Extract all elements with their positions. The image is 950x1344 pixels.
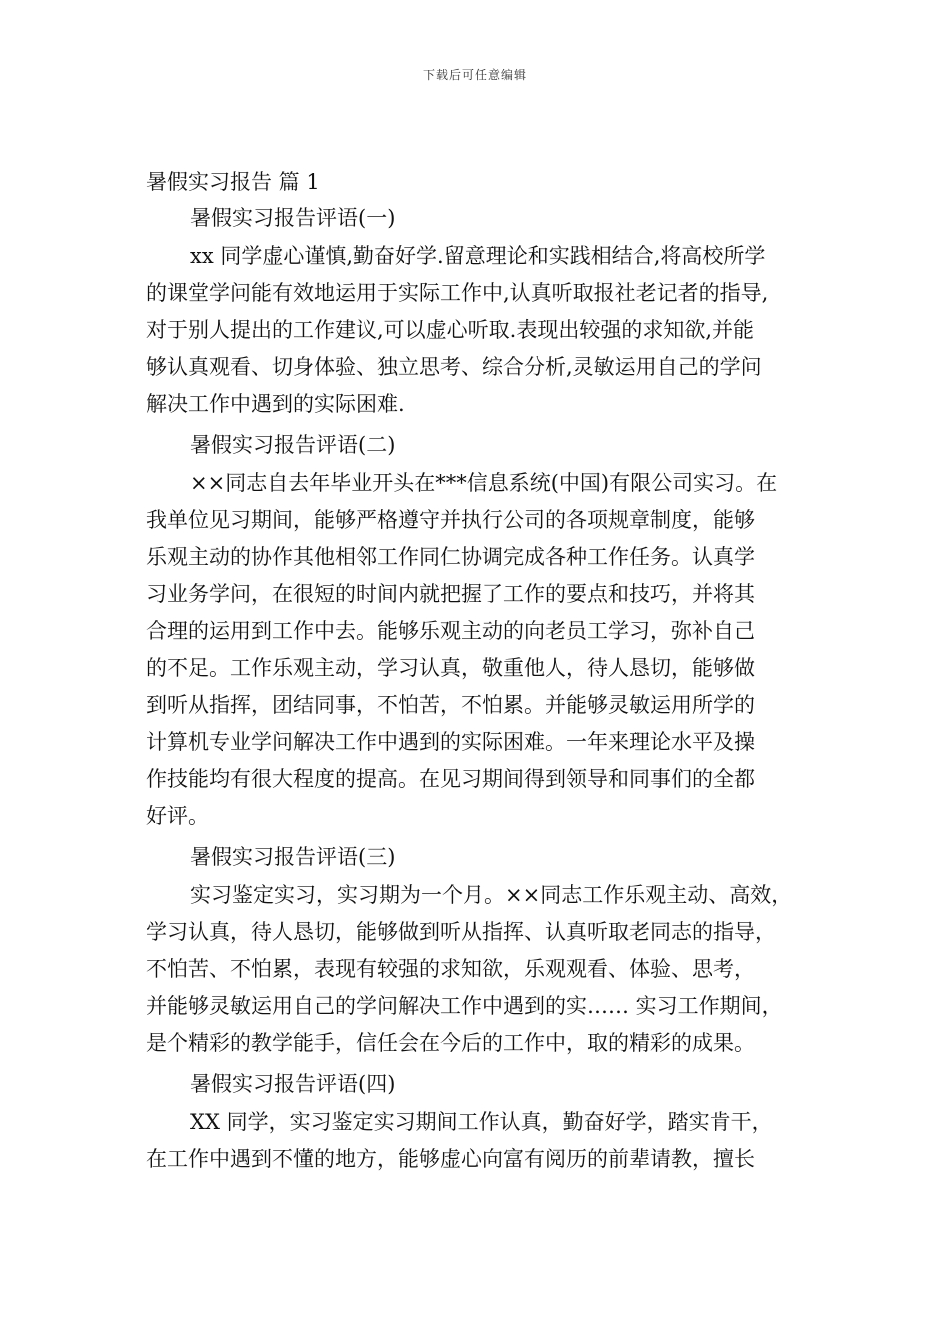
document-title: 暑假实习报告 篇 1 [146,170,320,194]
paragraph-line: 并能够灵敏运用自己的学问解决工作中遇到的实…… 实习工作期间， [146,994,783,1018]
section-heading: 暑假实习报告评语(二) [190,433,396,457]
paragraph-line: 解决工作中遇到的实际困难. [146,392,405,416]
paragraph-line: 够认真观看、切身体验、独立思考、综合分析,灵敏运用自己的学问 [146,355,762,379]
paragraph-line: 计算机专业学问解决工作中遇到的实际困难。一年来理论水平及操 [146,730,755,754]
paragraph-line: 合理的运用到工作中去。能够乐观主动的向老员工学习，弥补自己 [146,619,755,643]
section-1 [146,202,806,423]
paragraph [146,238,806,423]
section-heading: 暑假实习报告评语(三) [190,845,396,869]
paragraph-line: XX 同学，实习鉴定实习期间工作认真，勤奋好学，踏实肯干， [190,1110,773,1134]
paragraph-line: 在工作中遇到不懂的地方，能够虚心向富有阅历的前辈请教，擅长 [146,1147,755,1171]
paragraph [146,465,806,835]
header-note: 下载后可任意编辑 [422,68,527,82]
section-3 [146,841,806,1062]
paragraph-line: 到听从指挥，团结同事，不怕苦，不怕累。并能够灵敏运用所学的 [146,693,755,717]
paragraph-line: 学习认真，待人恳切，能够做到听从指挥、认真听取老同志的指导， [146,920,776,944]
paragraph-line: 我单位见习期间，能够严格遵守并执行公司的各项规章制度，能够 [146,508,755,532]
paragraph-line: 对于别人提出的工作建议,可以虚心听取.表现出较强的求知欲,并能 [146,318,755,342]
paragraph-line: 好评。 [146,804,209,828]
paragraph [146,1104,806,1178]
paragraph-line: ××同志自去年毕业开头在***信息系统(中国)有限公司实习。在 [190,471,778,495]
section-heading: 暑假实习报告评语(四) [190,1072,396,1096]
paragraph-line: 实习鉴定实习，实习期为一个月。××同志工作乐观主动、高效， [190,883,793,907]
paragraph [146,877,806,1062]
section-2 [146,429,806,835]
paragraph-line: 的不足。工作乐观主动，学习认真，敬重他人，待人恳切，能够做 [146,656,755,680]
document-body [146,166,806,1184]
paragraph-line: 不怕苦、不怕累，表现有较强的求知欲，乐观观看、体验、思考， [146,957,755,981]
paragraph-line: 乐观主动的协作其他相邻工作同仁协调完成各种工作任务。认真学 [146,545,755,569]
paragraph-line: 是个精彩的教学能手，信任会在今后的工作中，取的精彩的成果。 [146,1031,755,1055]
paragraph-line: 的课堂学问能有效地运用于实际工作中,认真听取报社老记者的指导, [146,281,769,305]
section-heading: 暑假实习报告评语(一) [190,206,396,230]
paragraph-line: 作技能均有很大程度的提高。在见习期间得到领导和同事们的全都 [146,767,755,791]
paragraph-line: xx 同学虚心谨慎,勤奋好学.留意理论和实践相结合,将高校所学 [190,244,766,268]
section-4 [146,1068,806,1178]
paragraph-line: 习业务学问，在很短的时间内就把握了工作的要点和技巧，并将其 [146,582,755,606]
